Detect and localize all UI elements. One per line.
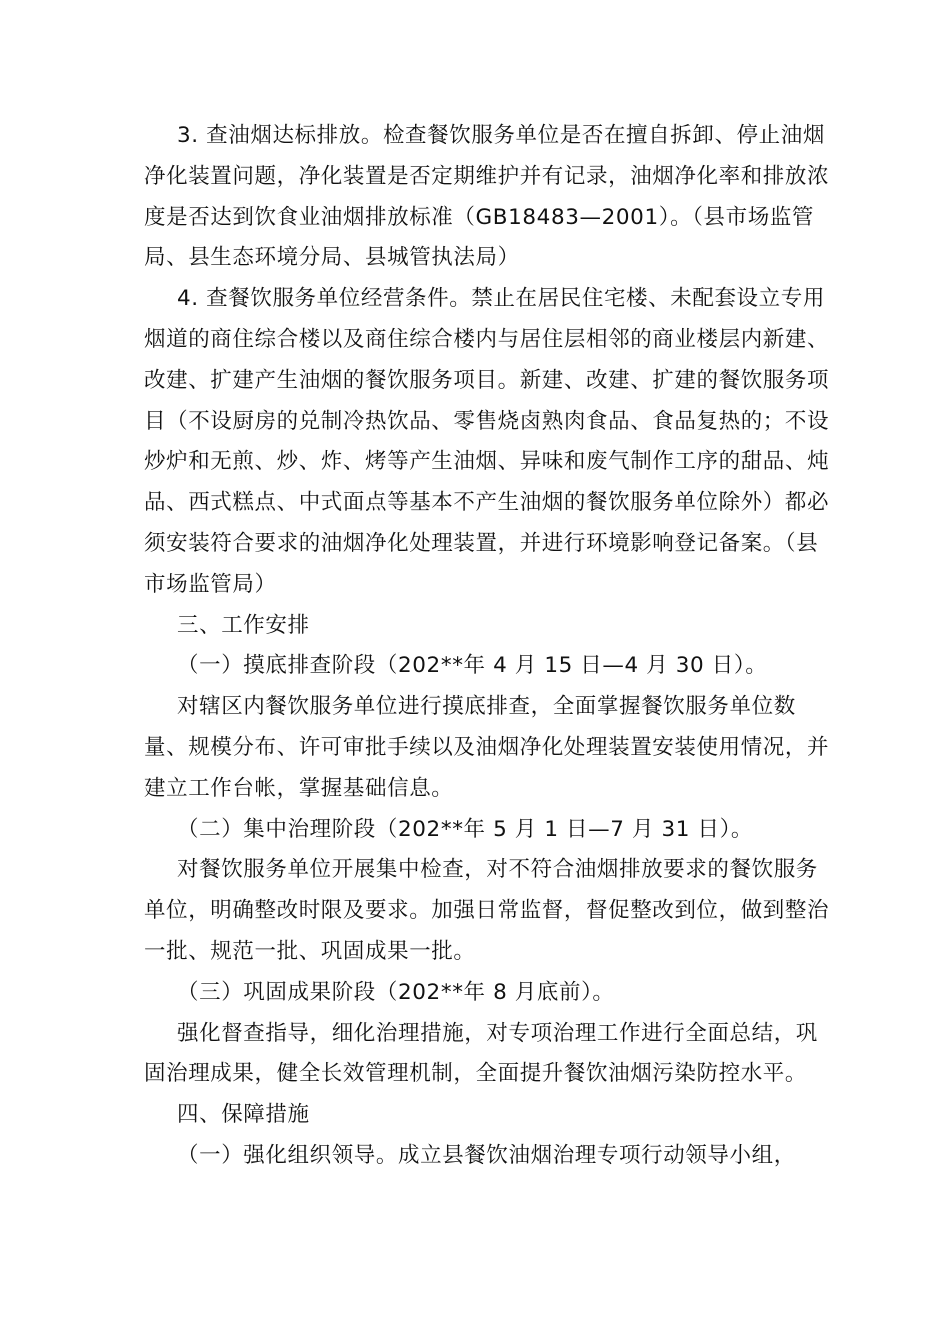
paragraph-stage-rectification: 对餐饮服务单位开展集中检查，对不符合油烟排放要求的餐饮服务单位，明确整改时限及要求。加强日常监督，督促整改到位，做到整治一批、规范一批、巩固成果一批。 [144,857,830,964]
paragraph-item-4: 4. 查餐饮服务单位经营条件。禁止在居民住宅楼、未配套设立专用烟道的商住综合楼以及商住综合楼内与居住层相邻的商业楼层内新建、改建、扩建产生油烟的餐饮服务项目。新建、改建、扩建的餐饮服务项目（不设厨房的兑制冷热饮品、零售烧卤熟肉食品、食品复热的；不设炒炉和无煎、炒、炸、烤等产生油烟、异味和废气制作工序的甜品、炖品、西式糕点、中式面点等基本不产生油烟的餐饮服务单位除外）都必须安装符合要求的油烟净化处理装置，并进行环境影响登记备案。（县市场监管局） [144,286,830,597]
stage-heading-consolidation: （三）巩固成果阶段（202**年 8 月底前）。 [177,979,615,1005]
section-heading-work-arrangement: 三、工作安排 [177,612,310,638]
paragraph-item-3: 3. 查油烟达标排放。检查餐饮服务单位是否在擅自拆卸、停止油烟净化装置问题，净化装置是否定期维护并有记录，油烟净化率和排放浓度是否达到饮食业油烟排放标准（GB18483—2001）。（县市场监管局、县生态环境分局、县城管执法局） [144,123,830,271]
stage-heading-survey: （一）摸底排查阶段（202**年 4 月 15 日—4 月 30 日）。 [177,653,768,679]
paragraph-measure-1: （一）强化组织领导。成立县餐饮油烟治理专项行动领导小组， [177,1142,796,1168]
document-body [144,116,834,1177]
paragraph-stage-survey: 对辖区内餐饮服务单位进行摸底排查，全面掌握餐饮服务单位数量、规模分布、许可审批手续以及油烟净化处理装置安装使用情况，并建立工作台帐，掌握基础信息。 [144,694,830,801]
paragraph-stage-consolidation: 强化督查指导，细化治理措施，对专项治理工作进行全面总结，巩固治理成果，健全长效管理机制，全面提升餐饮油烟污染防控水平。 [144,1020,818,1087]
stage-heading-rectification: （二）集中治理阶段（202**年 5 月 1 日—7 月 31 日）。 [177,816,754,842]
section-heading-safeguards: 四、保障措施 [177,1102,310,1128]
